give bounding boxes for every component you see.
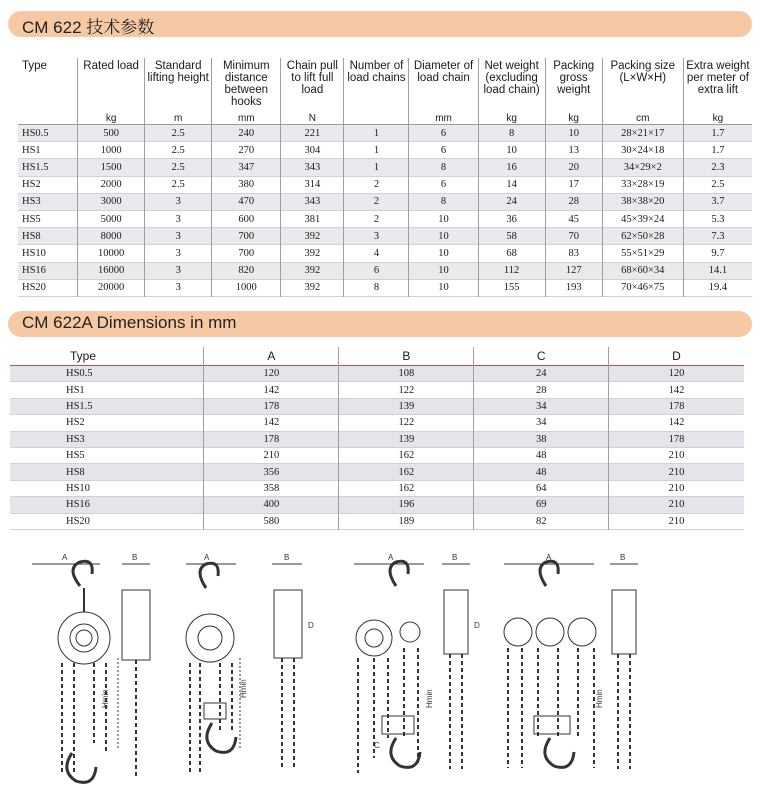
- table-cell: HS3: [18, 193, 78, 210]
- table-cell: HS1.5: [18, 159, 78, 176]
- table-cell: 3: [145, 262, 212, 279]
- table-cell: HS20: [66, 515, 90, 527]
- dim-label-hmin: Hmin: [595, 689, 604, 708]
- table-cell: 45: [545, 210, 602, 227]
- table-cell: 16000: [78, 262, 145, 279]
- table-cell: 3: [145, 210, 212, 227]
- table-cell: HS0.5: [18, 125, 78, 142]
- table-cell: 64: [474, 480, 609, 496]
- table-cell: 122: [339, 382, 474, 398]
- col-load-chains: Number of load chains: [344, 58, 409, 112]
- table-cell: 470: [212, 193, 281, 210]
- unit-cell: kg: [478, 112, 545, 125]
- hoist-diagram-multi-chain: [494, 548, 654, 803]
- table-cell: 196: [339, 497, 474, 513]
- table-row: [18, 228, 752, 245]
- table-cell: 8: [478, 125, 545, 142]
- table-cell: HS2: [66, 417, 85, 429]
- table-cell: 58: [478, 228, 545, 245]
- table-cell: HS20: [22, 282, 46, 294]
- table-cell: 6: [409, 142, 478, 159]
- table-cell: 3.7: [683, 193, 752, 210]
- table-cell: 70: [545, 228, 602, 245]
- table-cell: 392: [281, 245, 344, 262]
- unit-cell: mm: [409, 112, 478, 125]
- table-cell: 2: [344, 210, 409, 227]
- col-c: C: [474, 347, 609, 366]
- table-cell: 210: [609, 480, 745, 496]
- table-cell: 142: [609, 382, 745, 398]
- table-cell: 392: [281, 262, 344, 279]
- table-row: [18, 262, 752, 279]
- table-cell: 2.5: [145, 176, 212, 193]
- col-chain-pull: Chain pull to lift full load: [281, 58, 344, 112]
- table-cell: 304: [281, 142, 344, 159]
- table-row: [18, 245, 752, 262]
- table-cell: 3: [145, 193, 212, 210]
- table-cell: 127: [545, 262, 602, 279]
- table-cell: 10: [409, 245, 478, 262]
- col-type: Type: [70, 349, 97, 363]
- table-cell: 62×50×28: [602, 228, 683, 245]
- section-title: CM 622A Dimensions in mm: [22, 313, 237, 332]
- table-cell: 112: [478, 262, 545, 279]
- table-cell: 820: [212, 262, 281, 279]
- col-d: D: [609, 347, 745, 366]
- dims-table-body: [10, 366, 744, 530]
- table-cell: 600: [212, 210, 281, 227]
- table-row: [10, 382, 744, 398]
- table-cell: 155: [478, 279, 545, 296]
- table-cell: 2: [344, 176, 409, 193]
- table-cell: 24: [474, 366, 609, 382]
- table-cell: HS10: [22, 247, 46, 259]
- table-cell: 270: [212, 142, 281, 159]
- table-cell: 70×46×75: [602, 279, 683, 296]
- table-cell: 2: [344, 193, 409, 210]
- table-row: [18, 210, 752, 227]
- table-cell: 210: [609, 513, 745, 529]
- col-a: A: [204, 347, 339, 366]
- table-cell: 3: [145, 245, 212, 262]
- unit-cell: [344, 112, 409, 125]
- table-cell: 83: [545, 245, 602, 262]
- table-cell: HS10: [66, 482, 90, 494]
- table-cell: 4: [344, 245, 409, 262]
- col-chain-diameter: Diameter of load chain: [409, 58, 478, 112]
- table-cell: 3: [344, 228, 409, 245]
- section-title: CM 622 技术参数: [22, 18, 155, 37]
- table-cell: 8000: [78, 228, 145, 245]
- table-cell: 221: [281, 125, 344, 142]
- table-cell: HS0.5: [10, 366, 204, 382]
- table-cell: 17: [545, 176, 602, 193]
- table-row: [18, 125, 752, 142]
- table-cell: 28: [545, 193, 602, 210]
- table-cell: 6: [409, 125, 478, 142]
- table-row: [10, 447, 744, 463]
- table-cell: 2.5: [683, 176, 752, 193]
- dim-label-b: B: [620, 553, 626, 562]
- table-cell: 2.5: [145, 125, 212, 142]
- table-cell: 500: [78, 125, 145, 142]
- table-cell: 193: [545, 279, 602, 296]
- table-cell: 139: [339, 398, 474, 414]
- table-cell: 210: [204, 447, 339, 463]
- col-min-distance: Minimum distance between hooks: [212, 58, 281, 112]
- table-cell: 189: [339, 513, 474, 529]
- table-cell: 178: [609, 398, 745, 414]
- table-cell: 1.7: [683, 142, 752, 159]
- table-cell: 2.5: [145, 142, 212, 159]
- section-title-band: [8, 311, 752, 337]
- table-cell: 392: [281, 279, 344, 296]
- col-rated-load: Rated load: [78, 58, 145, 112]
- dim-label-a: A: [204, 553, 210, 562]
- table-cell: 1000: [78, 142, 145, 159]
- table-cell: 8: [409, 159, 478, 176]
- table-cell: HS1: [22, 144, 41, 156]
- table-cell: 68×60×34: [602, 262, 683, 279]
- dim-label-a: A: [546, 553, 552, 562]
- table-cell: 400: [204, 497, 339, 513]
- table-row: [18, 142, 752, 159]
- table-cell: 380: [212, 176, 281, 193]
- unit-cell: kg: [545, 112, 602, 125]
- table-cell: 48: [474, 447, 609, 463]
- unit-cell: kg: [683, 112, 752, 125]
- dim-label-hmin: Hmin: [239, 679, 248, 698]
- table-row: [18, 279, 752, 296]
- table-cell: 3: [145, 228, 212, 245]
- section-title-band: [8, 11, 752, 37]
- table-cell: 69: [474, 497, 609, 513]
- table-cell: 30×24×18: [602, 142, 683, 159]
- col-extra-weight: Extra weight per meter of extra lift: [683, 58, 752, 112]
- table-cell: 48: [474, 464, 609, 480]
- table-cell: 28: [474, 382, 609, 398]
- table-cell: 5000: [78, 210, 145, 227]
- dim-label-b: B: [284, 553, 290, 562]
- table-cell: 358: [204, 480, 339, 496]
- table-cell: 3: [145, 279, 212, 296]
- table-cell: 162: [339, 480, 474, 496]
- dim-label-hmin: Hmin: [425, 689, 434, 708]
- table-row: [10, 497, 744, 513]
- table-cell: 2000: [78, 176, 145, 193]
- table-cell: 210: [609, 464, 745, 480]
- table-cell: 210: [609, 497, 745, 513]
- table-cell: 36: [478, 210, 545, 227]
- table-cell: 10: [409, 262, 478, 279]
- table-cell: 19.4: [683, 279, 752, 296]
- table-cell: 120: [204, 366, 339, 382]
- col-type: Type: [22, 60, 47, 72]
- table-cell: 8: [409, 193, 478, 210]
- table-cell: 24: [478, 193, 545, 210]
- col-b: B: [339, 347, 474, 366]
- table-cell: 381: [281, 210, 344, 227]
- table-cell: 240: [212, 125, 281, 142]
- table-cell: 34: [474, 398, 609, 414]
- table-cell: 10: [409, 210, 478, 227]
- table-cell: 10000: [78, 245, 145, 262]
- table-row: [18, 159, 752, 176]
- dim-label-d: D: [308, 621, 314, 630]
- table-cell: 9.7: [683, 245, 752, 262]
- table-cell: 20000: [78, 279, 145, 296]
- table-cell: 142: [204, 382, 339, 398]
- table-cell: 108: [339, 366, 474, 382]
- table-row: [18, 176, 752, 193]
- spec-units-row: [18, 112, 752, 125]
- table-cell: 45×39×24: [602, 210, 683, 227]
- table-cell: 13: [545, 142, 602, 159]
- table-cell: 28×21×17: [602, 125, 683, 142]
- table-cell: 1.7: [683, 125, 752, 142]
- table-cell: 38×38×20: [602, 193, 683, 210]
- dim-label-a: A: [62, 553, 68, 562]
- table-cell: HS5: [66, 450, 85, 462]
- table-cell: 2.5: [145, 159, 212, 176]
- table-cell: 2.3: [683, 159, 752, 176]
- table-cell: 178: [609, 431, 745, 447]
- table-cell: 8: [344, 279, 409, 296]
- table-cell: 1000: [212, 279, 281, 296]
- table-cell: 120: [609, 366, 745, 382]
- table-cell: HS1.5: [10, 398, 204, 414]
- table-cell: 3000: [78, 193, 145, 210]
- dim-label-b: B: [452, 553, 458, 562]
- table-cell: 139: [339, 431, 474, 447]
- table-cell: HS5: [22, 213, 41, 225]
- table-cell: 10: [545, 125, 602, 142]
- table-cell: HS16: [10, 497, 204, 513]
- table-cell: 162: [339, 447, 474, 463]
- table-cell: 55×51×29: [602, 245, 683, 262]
- table-cell: 1500: [78, 159, 145, 176]
- table-row: [18, 193, 752, 210]
- table-cell: 16: [478, 159, 545, 176]
- table-cell: 178: [204, 431, 339, 447]
- hoist-diagram-single-chain: [22, 548, 162, 803]
- table-cell: 178: [204, 398, 339, 414]
- table-row: [10, 415, 744, 431]
- table-row: [10, 464, 744, 480]
- table-cell: 314: [281, 176, 344, 193]
- table-cell: 343: [281, 193, 344, 210]
- unit-cell: cm: [602, 112, 683, 125]
- table-cell: HS8: [10, 464, 204, 480]
- table-cell: 34×29×2: [602, 159, 683, 176]
- table-cell: 356: [204, 464, 339, 480]
- table-row: [10, 513, 744, 529]
- table-cell: 210: [609, 447, 745, 463]
- col-packing-size: Packing size (L×W×H): [602, 58, 683, 112]
- table-cell: 10: [409, 279, 478, 296]
- table-cell: HS3: [10, 431, 204, 447]
- table-cell: HS2: [22, 179, 41, 191]
- table-cell: 347: [212, 159, 281, 176]
- table-cell: 33×28×19: [602, 176, 683, 193]
- unit-cell: mm: [212, 112, 281, 125]
- table-cell: 5.3: [683, 210, 752, 227]
- table-row: [10, 431, 744, 447]
- dim-label-d: D: [474, 621, 480, 630]
- table-cell: 6: [344, 262, 409, 279]
- table-cell: 1: [344, 125, 409, 142]
- table-cell: 122: [339, 415, 474, 431]
- table-cell: 68: [478, 245, 545, 262]
- table-cell: 700: [212, 245, 281, 262]
- table-cell: 38: [474, 431, 609, 447]
- table-cell: 343: [281, 159, 344, 176]
- spec-table: [18, 58, 752, 297]
- spec-table-body: [18, 125, 752, 297]
- table-cell: 1: [344, 159, 409, 176]
- table-cell: 14.1: [683, 262, 752, 279]
- col-lifting-height: Standard lifting height: [145, 58, 212, 112]
- table-cell: 1: [344, 142, 409, 159]
- dim-label-c: C: [374, 741, 380, 750]
- table-cell: 392: [281, 228, 344, 245]
- col-net-weight: Net weight (excluding load chain): [478, 58, 545, 112]
- table-cell: 142: [204, 415, 339, 431]
- unit-cell: N: [281, 112, 344, 125]
- table-row: [10, 366, 744, 382]
- unit-cell: m: [145, 112, 212, 125]
- table-cell: 7.3: [683, 228, 752, 245]
- table-cell: 14: [478, 176, 545, 193]
- table-cell: 20: [545, 159, 602, 176]
- dim-label-a: A: [388, 553, 394, 562]
- table-cell: 10: [478, 142, 545, 159]
- dim-label-b: B: [132, 553, 138, 562]
- table-cell: 580: [204, 513, 339, 529]
- table-cell: 6: [409, 176, 478, 193]
- table-cell: HS8: [18, 228, 78, 245]
- unit-cell: kg: [78, 112, 145, 125]
- table-cell: 34: [474, 415, 609, 431]
- dimensions-table: [10, 347, 744, 530]
- unit-cell: [18, 112, 78, 125]
- table-cell: 700: [212, 228, 281, 245]
- table-row: [10, 480, 744, 496]
- table-row: [10, 398, 744, 414]
- dim-label-hmin: Hmin: [101, 689, 110, 708]
- hoist-diagram-double-chain: [176, 548, 326, 803]
- table-cell: 10: [409, 228, 478, 245]
- table-cell: HS16: [18, 262, 78, 279]
- table-cell: 82: [474, 513, 609, 529]
- table-cell: 162: [339, 464, 474, 480]
- dims-header-row: [10, 347, 744, 366]
- table-cell: HS1: [66, 384, 85, 396]
- hoist-diagram-triple-chain: [344, 548, 494, 803]
- spec-header-row: [18, 58, 752, 112]
- col-gross-weight: Packing gross weight: [545, 58, 602, 112]
- table-cell: 142: [609, 415, 745, 431]
